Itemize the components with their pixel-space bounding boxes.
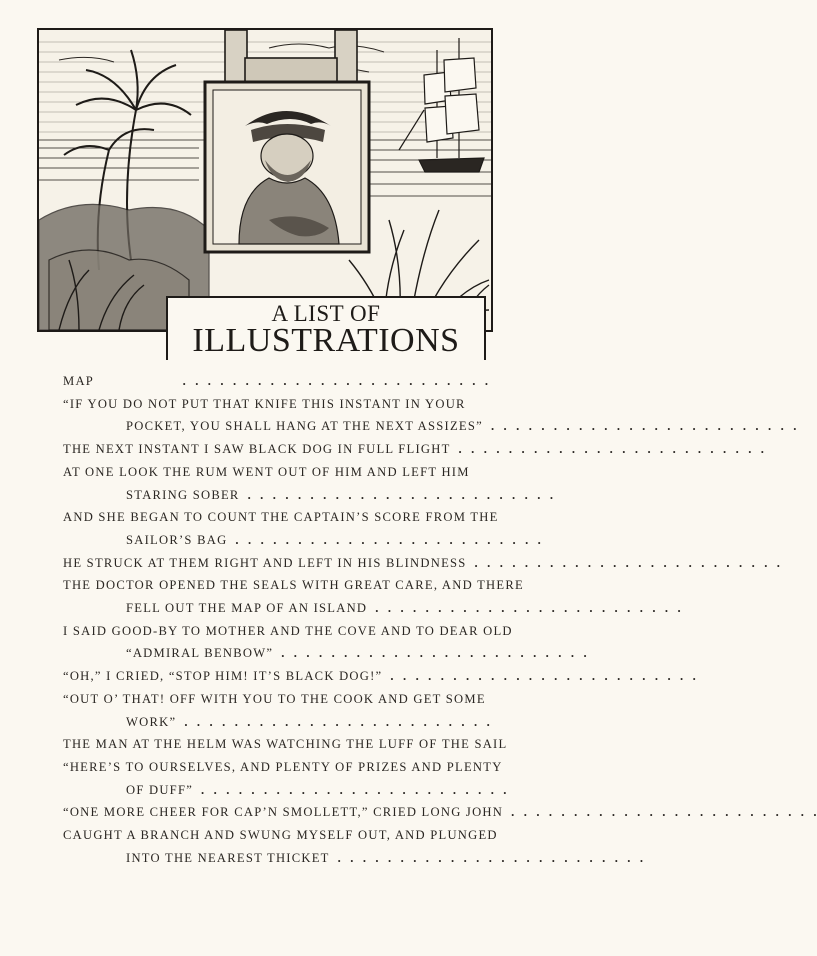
dot-leader <box>240 484 553 507</box>
illustration-list <box>63 370 524 869</box>
entry-text: THE NEXT INSTANT I SAW BLACK DOG IN FULL FLIGHT <box>63 442 451 457</box>
dot-leader <box>273 642 586 665</box>
list-item <box>63 370 488 393</box>
entry-text: “ADMIRAL BENBOW” <box>126 646 274 661</box>
entry-text: “HERE’S TO OURSELVES, AND PLENTY OF PRIZES AND PLENTY <box>63 759 503 774</box>
dot-leader <box>483 415 796 438</box>
entry-text: CAUGHT A BRANCH AND SWUNG MYSELF OUT, AND PLUNGED <box>63 828 498 843</box>
entry-text: INTO THE NEAREST THICKET <box>126 850 330 865</box>
entry-text: I SAID GOOD-BY TO MOTHER AND THE COVE AND TO DEAR OLD <box>63 623 513 638</box>
entry-text: OF DUFF” <box>126 782 194 797</box>
entry-text: STARING SOBER <box>126 487 240 502</box>
entry-text: THE DOCTOR OPENED THE SEALS WITH GREAT CARE, AND THERE <box>63 578 524 593</box>
entry-text: POCKET, YOU SHALL HANG AT THE NEXT ASSIZES” <box>126 419 483 434</box>
list-item <box>63 824 498 869</box>
dot-leader <box>382 665 695 688</box>
list-item <box>63 574 524 619</box>
entry-text: SAILOR’S BAG <box>126 532 228 547</box>
header-engraving <box>39 30 491 330</box>
list-item <box>63 620 513 665</box>
entry-text: AT ONE LOOK THE RUM WENT OUT OF HIM AND LEFT HIM <box>63 464 470 479</box>
list-item <box>63 688 488 733</box>
sailing-ship-icon <box>399 38 484 172</box>
title-line-1: A LIST OF <box>271 301 381 326</box>
dot-leader <box>503 801 816 824</box>
entry-text: THE MAN AT THE HELM WAS WATCHING THE LUFF OF THE SAIL <box>63 737 508 752</box>
dot-leader <box>451 438 764 461</box>
list-item <box>63 393 488 438</box>
list-item <box>63 438 488 461</box>
list-item <box>63 461 488 506</box>
entry-text: WORK” <box>126 714 177 729</box>
entry-text: AND SHE BEGAN TO COUNT THE CAPTAIN’S SCORE FROM THE <box>63 510 499 525</box>
entry-text: MAP <box>63 374 95 388</box>
entry-text: “IF YOU DO NOT PUT THAT KNIFE THIS INSTANT IN YOUR <box>63 396 466 411</box>
dot-leader <box>227 529 540 552</box>
dot-leader <box>367 597 680 620</box>
dot-leader <box>467 552 780 575</box>
entry-text: “OUT O’ THAT! OFF WITH YOU TO THE COOK AND GET SOME <box>63 691 486 706</box>
dot-leader <box>176 711 489 734</box>
dot-leader <box>94 370 488 393</box>
title-plate <box>166 296 486 360</box>
dot-leader <box>330 847 643 870</box>
entry-text: HE STRUCK AT THEM RIGHT AND LEFT IN HIS BLINDNESS <box>63 555 467 570</box>
list-item <box>63 552 488 575</box>
list-item <box>63 665 488 688</box>
list-item <box>63 506 499 551</box>
header-illustration <box>37 28 493 359</box>
list-item <box>63 733 508 756</box>
list-item <box>63 801 504 824</box>
entry-text: FELL OUT THE MAP OF AN ISLAND <box>126 601 368 616</box>
pirate-portrait-icon <box>205 82 369 252</box>
list-item <box>63 756 503 801</box>
entry-text: “ONE MORE CHEER FOR CAP’N SMOLLETT,” CRIED LONG JOHN <box>63 805 504 820</box>
dot-leader <box>193 779 506 802</box>
entry-text: “OH,” I CRIED, “STOP HIM! IT’S BLACK DOG!” <box>63 669 383 684</box>
page-title: ILLUSTRATIONS <box>192 322 460 359</box>
